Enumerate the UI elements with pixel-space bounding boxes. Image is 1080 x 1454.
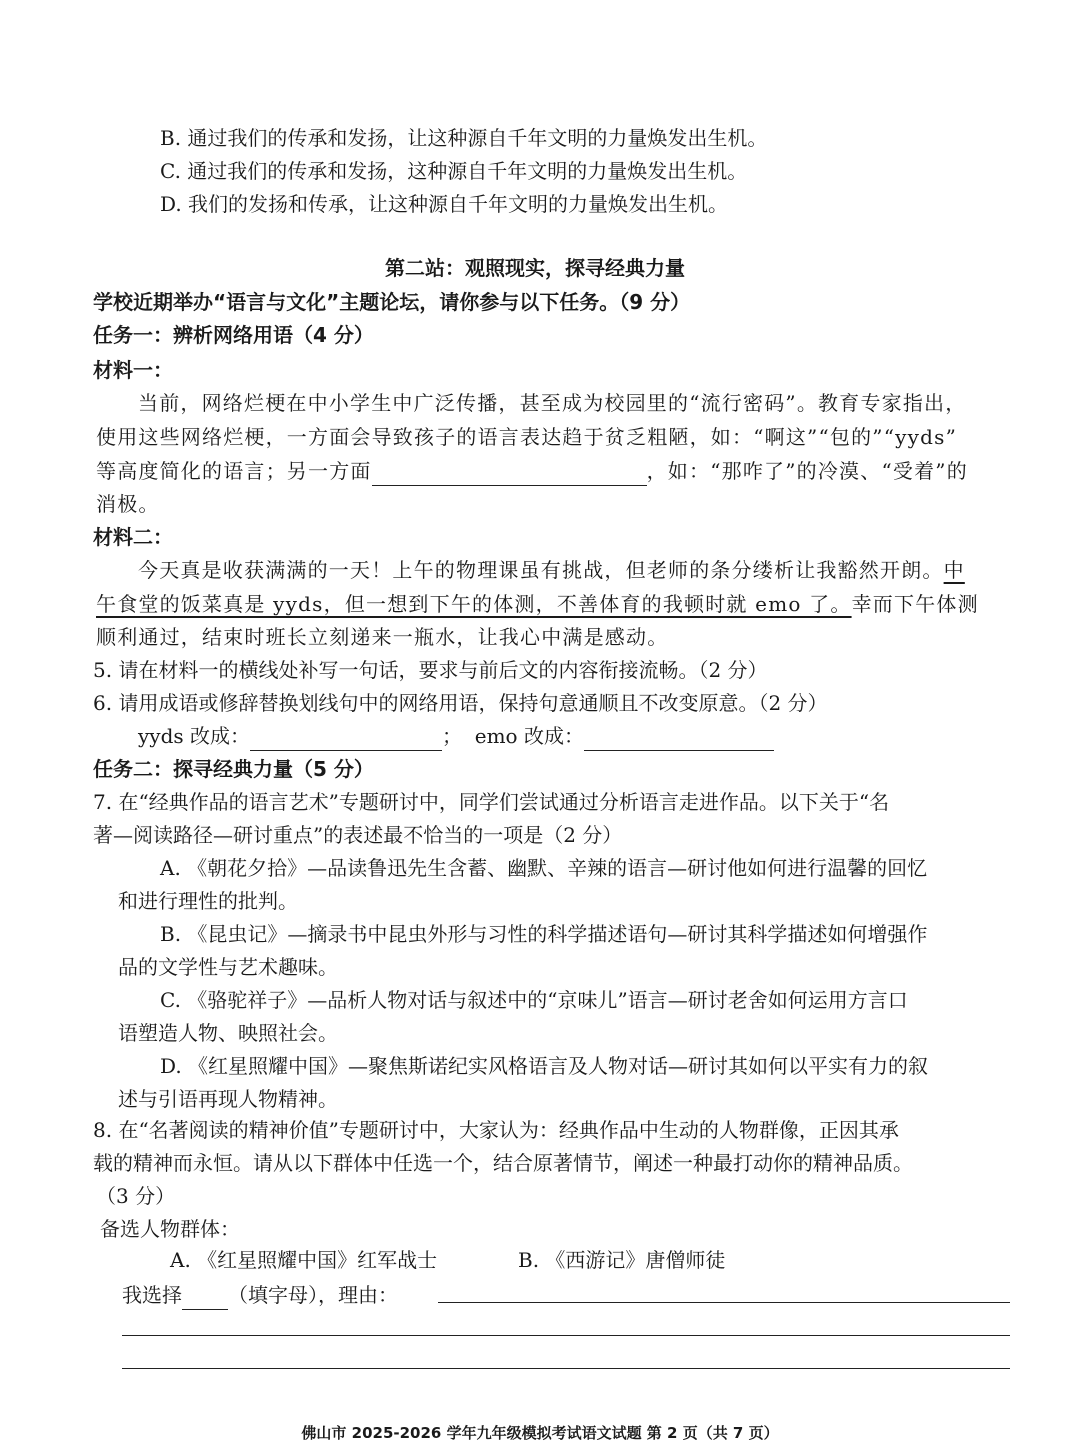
section-intro: 学校近期举办“语言与文化”主题论坛，请你参与以下任务。（9 分） [93,290,691,314]
q7-option-b: B. 《昆虫记》—摘录书中昆虫外形与习性的科学描述语句—研讨其科学描述如何增强作 [160,922,928,946]
material2-line: 顺利通过，结束时班长立刻递来一瓶水，让我心中满是感动。 [96,625,669,649]
q6-answer-row: yyds 改成： ； emo 改成： [138,721,774,751]
underlined-sentence: 中 [943,558,965,582]
candidate-option-b: B. 《西游记》唐僧师徒 [518,1248,726,1272]
q7-option-a: A. 《朝花夕拾》—品读鲁迅先生含蓄、幽默、辛辣的语言—研讨他如何进行温馨的回忆 [160,856,928,880]
question-5: 5. 请在材料一的横线处补写一句话，要求与前后文的内容衔接流畅。（2 分） [93,658,768,682]
answer-blank-emo[interactable] [584,728,774,751]
material1-line: 等高度简化的语言；另一方面 ，如：“那咋了”的冷漠、“受着”的 [96,456,968,486]
question-8: 8. 在“名著阅读的精神价值”专题研讨中，大家认为：经典作品中生动的人物群像，正因其承 [93,1118,899,1142]
option-d: D. 我们的发扬和传承，让这种源自千年文明的力量焕发出生机。 [160,192,729,216]
q7-option-c: 语塑造人物、映照社会。 [118,1021,338,1045]
underlined-sentence: 午食堂的饭菜真是 yyds，但一想到下午的体测，不善体育的我顿时就 emo 了。 [96,592,852,616]
q7-option-d: 述与引语再现人物精神。 [118,1087,338,1111]
candidate-option-a: A. 《红星照耀中国》红军战士 [170,1248,438,1272]
question-6: 6. 请用成语或修辞替换划线句中的网络用语，保持句意通顺且不改变原意。（2 分） [93,691,828,715]
candidates-label: 备选人物群体： [100,1217,240,1241]
question-8: 载的精神而永恒。请从以下群体中任选一个，结合原著情节，阐述一种最打动你的精神品质。 [93,1151,913,1175]
page-footer: 佛山市 2025-2026 学年九年级模拟考试语文试题 第 2 页（共 7 页） [301,1424,779,1442]
section-title: 第二站：观照现实，探寻经典力量 [385,256,685,280]
task1-title: 任务一：辨析网络用语（4 分） [93,323,374,347]
question-8: （3 分） [96,1184,176,1208]
material1-line: 使用这些网络烂梗，一方面会导致孩子的语言表达趋于贫乏粗陋，如：“啊这”“包的”“yyds” [96,425,958,449]
task2-title: 任务二：探寻经典力量（5 分） [93,757,374,781]
answer-line-reason[interactable] [438,1302,1010,1303]
answer-blank-letter[interactable] [182,1287,228,1310]
answer-line[interactable] [122,1368,1010,1369]
material1-line: 消极。 [96,492,160,516]
q7-option-a: 和进行理性的批判。 [118,889,298,913]
option-c: C. 通过我们的传承和发扬，这种源自千年文明的力量焕发出生机。 [160,159,748,183]
question-7: 著—阅读路径—研讨重点”的表述最不恰当的一项是（2 分） [93,823,623,847]
material2-line: 午食堂的饭菜真是 yyds，但一想到下午的体测，不善体育的我顿时就 emo 了。幸而下午体测 [96,592,979,616]
option-b: B. 通过我们的传承和发扬，让这种源自千年文明的力量焕发出生机。 [160,126,768,150]
choice-row: 我选择 （填字母），理由： [122,1280,398,1310]
question-7: 7. 在“经典作品的语言艺术”专题研讨中，同学们尝试通过分析语言走进作品。以下关于“名 [93,790,890,814]
answer-blank-q5[interactable] [372,463,647,486]
q7-option-c: C. 《骆驼祥子》—品析人物对话与叙述中的“京味儿”语言—研讨老舍如何运用方言口 [160,988,908,1012]
answer-blank-yyds[interactable] [250,728,442,751]
q7-option-d: D. 《红星照耀中国》—聚焦斯诺纪实风格语言及人物对话—研讨其如何以平实有力的叙 [160,1054,929,1078]
material2-line: 今天真是收获满满的一天！上午的物理课虽有挑战，但老师的条分缕析让我豁然开朗。中 [138,558,965,582]
material2-label: 材料二： [93,525,173,549]
q7-option-b: 品的文学性与艺术趣味。 [118,955,338,979]
material1-label: 材料一： [93,358,173,382]
material1-line: 当前，网络烂梗在中小学生中广泛传播，甚至成为校园里的“流行密码”。教育专家指出， [138,391,967,415]
answer-line[interactable] [122,1335,1010,1336]
